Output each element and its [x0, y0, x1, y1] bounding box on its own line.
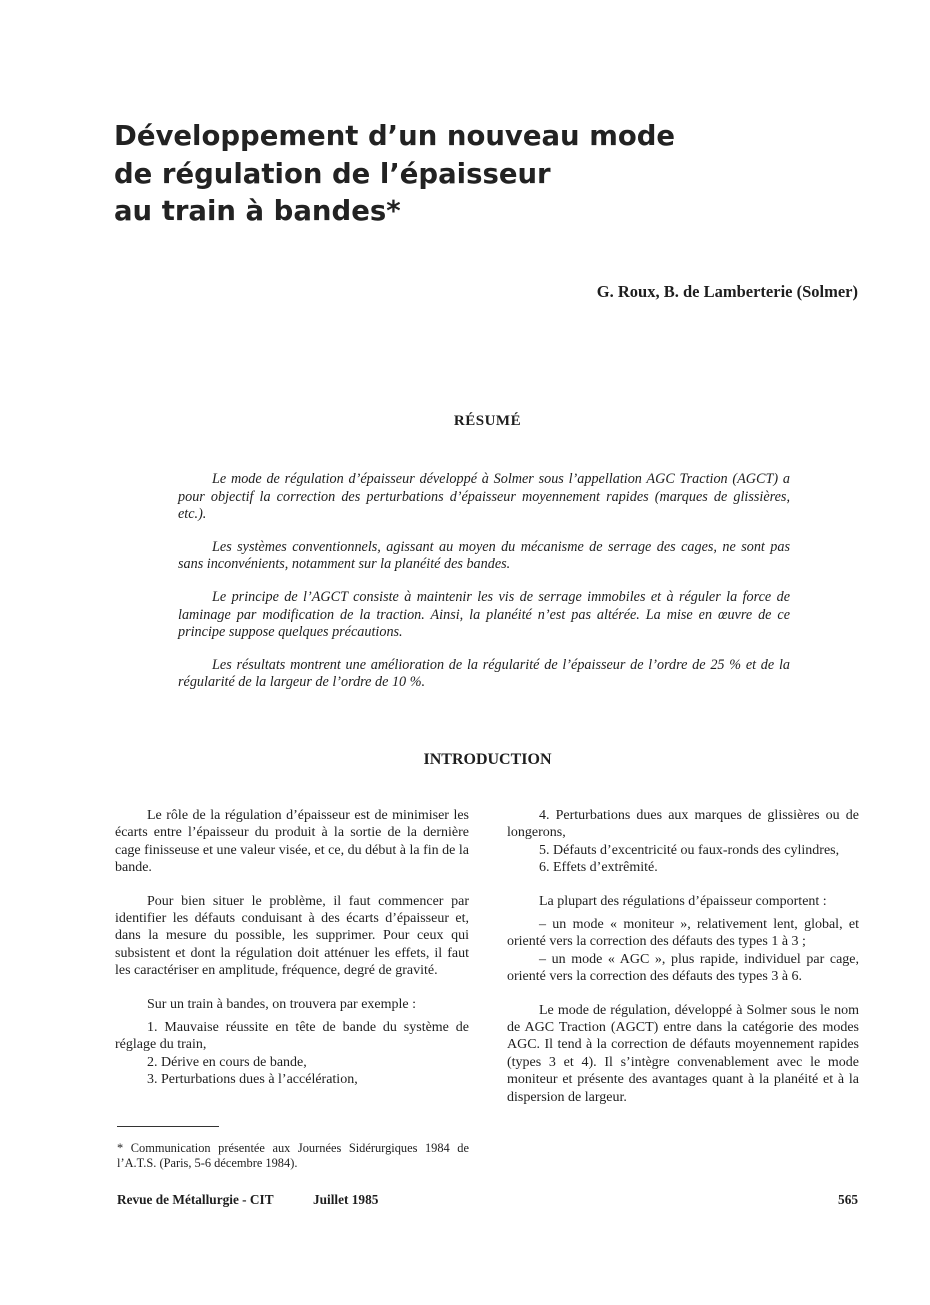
- title-line: Développement d’un nouveau mode: [114, 120, 676, 152]
- right-column: [507, 807, 859, 1106]
- body-paragraph: La plupart des régulations d’épaisseur comportent :: [539, 893, 827, 909]
- footnote-rule: [117, 1126, 219, 1127]
- authors: G. Roux, B. de Lamberterie (Solmer): [596, 282, 858, 301]
- body-paragraph: Le mode de régulation, développé à Solmer sous le nom de AGC Traction (AGCT) entre dans la catégorie des modes AGC. Il tend à la correction de défauts moyennement rapides (types 3 et 4). Il s’intègre convenablement avec le mode moniteur et présente des avantages quant à la planéité et à la dispersion de largeur.: [507, 1002, 859, 1105]
- introduction-heading: INTRODUCTION: [423, 751, 552, 768]
- journal-name: Revue de Métallurgie - CIT: [117, 1192, 274, 1207]
- abstract-heading: RÉSUMÉ: [453, 413, 522, 429]
- footnote: * Communication présentée aux Journées Sidérurgiques 1984 de l’A.T.S. (Paris, 5-6 décembre 1984).: [117, 1141, 469, 1170]
- abstract-paragraph: Les systèmes conventionnels, agissant au moyen du mécanisme de serrage des cages, ne sont pas sans inconvénients, notamment sur la planéité des bandes.: [178, 538, 790, 573]
- title-line: au train à bandes*: [114, 195, 401, 227]
- body-paragraph: Pour bien situer le problème, il faut commencer par identifier les défauts conduisant à des écarts d’épaisseur et, dans la mesure du possible, les supprimer. Pour ceux qui subsistent et dont la régulation doit atténuer les effets, il faut les caractériser en amplitude, fréquence, degré de gravité.: [115, 893, 469, 979]
- issue-date: Juillet 1985: [313, 1192, 379, 1207]
- abstract-paragraph: Le principe de l’AGCT consiste à maintenir les vis de serrage immobiles et à réguler la force de laminage par modification de la traction. Ainsi, la planéité n’est pas altérée. La mise en œuvre de ce principe suppose quelques précautions.: [178, 588, 790, 641]
- list-item: – un mode « moniteur », relativement lent, global, et orienté vers la correction des défauts des types 1 à 3 ;: [507, 917, 859, 950]
- list-item: 1. Mauvaise réussite en tête de bande du système de réglage du train,: [115, 1020, 469, 1053]
- abstract-paragraph: Le mode de régulation d’épaisseur développé à Solmer sous l’appellation AGC Traction (AGCT) a pour objectif la correction des perturbations d’épaisseur moyennement rapides (marques de glissières, etc.).: [178, 471, 790, 523]
- list-item: 5. Défauts d’excentricité ou faux-ronds des cylindres,: [539, 842, 840, 858]
- list-item: 3. Perturbations dues à l’accélération,: [147, 1072, 358, 1088]
- list-item: 2. Dérive en cours de bande,: [147, 1054, 307, 1070]
- article-title: [114, 118, 675, 231]
- page-number: 565: [838, 1192, 858, 1207]
- list-item: – un mode « AGC », plus rapide, individuel par cage, orienté vers la correction des défauts des types 3 à 6.: [507, 951, 859, 985]
- left-column: [115, 807, 469, 1089]
- title-line: de régulation de l’épaisseur: [114, 157, 551, 190]
- abstract: [178, 471, 790, 707]
- abstract-paragraph: Les résultats montrent une amélioration de la régularité de l’épaisseur de l’ordre de 25 % et de la régularité de la largeur de l’ordre de 10 %.: [178, 656, 790, 691]
- body-paragraph: Sur un train à bandes, on trouvera par exemple :: [147, 996, 417, 1012]
- body-paragraph: Le rôle de la régulation d’épaisseur est de minimiser les écarts entre l’épaisseur du produit à la sortie de la dernière cage finisseuse et une valeur visée, et ce, du début à la fin de la bande.: [115, 808, 469, 876]
- list-item: 4. Perturbations dues aux marques de glissières ou de longerons,: [507, 808, 859, 841]
- list-item: 6. Effets d’extrêmité.: [539, 860, 658, 876]
